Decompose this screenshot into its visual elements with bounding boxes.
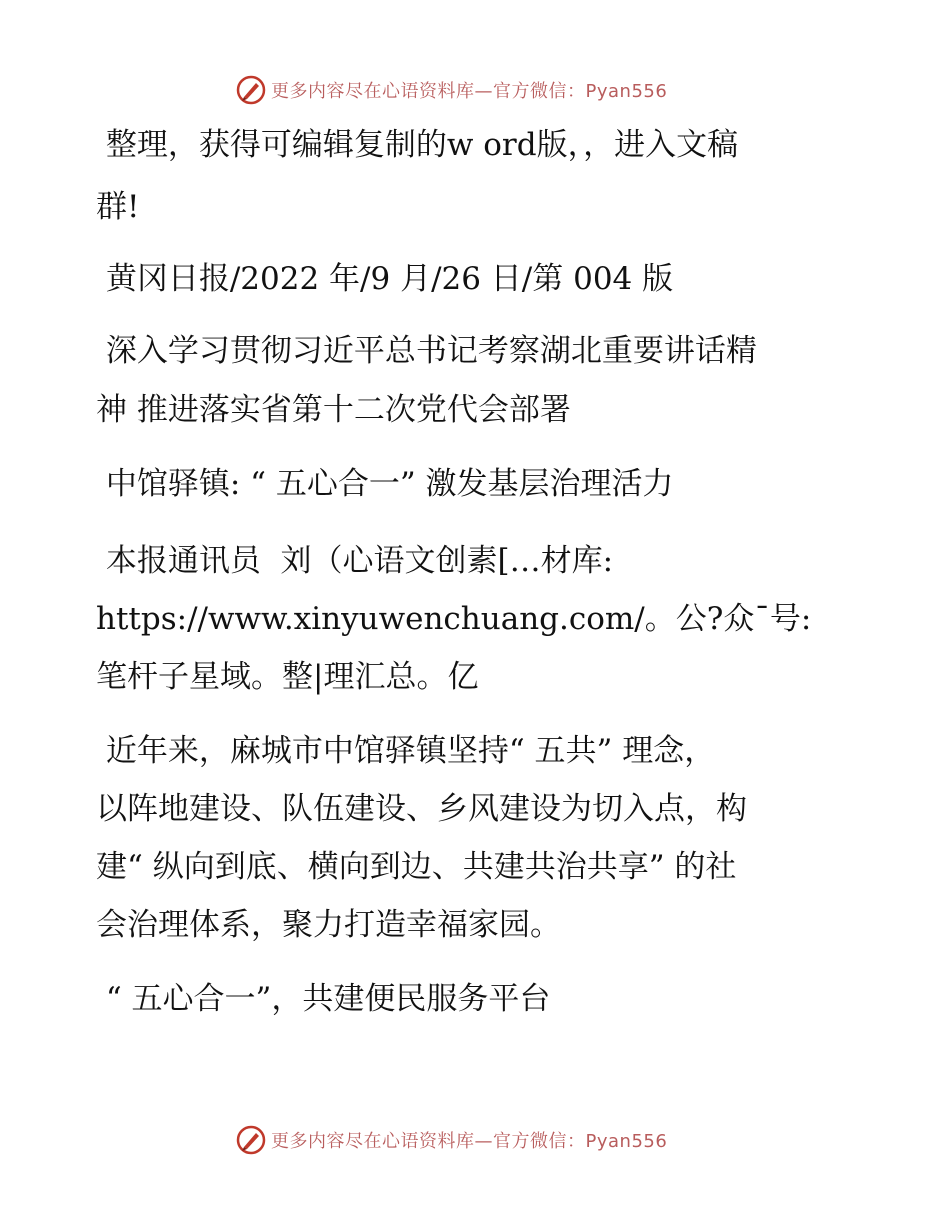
footer-banner <box>0 1120 950 1160</box>
paragraph-line: 建“ 纵向到底、横向到边、共建共治共享” 的社 <box>96 849 737 885</box>
paragraph-line: https://www.xinyuwenchuang.com/。公?众¯号: <box>96 601 812 637</box>
paragraph-line: 群! <box>96 189 140 225</box>
paragraph-line: 近年来，麻城市中馆驿镇坚持“ 五共” 理念， <box>96 733 716 769</box>
footer-banner-group <box>235 1120 667 1160</box>
section-heading: “ 五心合一”，共建便民服务平台 <box>96 981 551 1017</box>
paragraph-line: 神 推进落实省第十二次党代会部署 <box>96 392 571 428</box>
paragraph-line: 笔杆子星域。整|理汇总。亿 <box>96 659 479 695</box>
header-banner-text: 更多内容尽在心语资料库—官方微信：Pyan556 <box>271 81 668 102</box>
footer-banner-text: 更多内容尽在心语资料库—官方微信：Pyan556 <box>271 1131 668 1152</box>
paragraph-line: 以阵地建设、队伍建设、乡风建设为切入点，构 <box>96 791 747 827</box>
paragraph-line: 本报通讯员 刘（心语文创素[…材库: <box>96 543 614 579</box>
paragraph-line: 会治理体系，聚力打造幸福家园。 <box>96 907 561 943</box>
paragraph-line: 深入学习贯彻习近平总书记考察湖北重要讲话精 <box>96 333 757 369</box>
pen-logo-icon <box>235 1124 267 1156</box>
paragraph-line: 中馆驿镇: “ 五心合一” 激发基层治理活力 <box>96 466 674 502</box>
paragraph-line: 整理，获得可编辑复制的w ord版，，进入文稿 <box>96 127 739 163</box>
paragraph-line: 黄冈日报/2022 年/9 月/26 日/第 004 版 <box>96 261 674 297</box>
